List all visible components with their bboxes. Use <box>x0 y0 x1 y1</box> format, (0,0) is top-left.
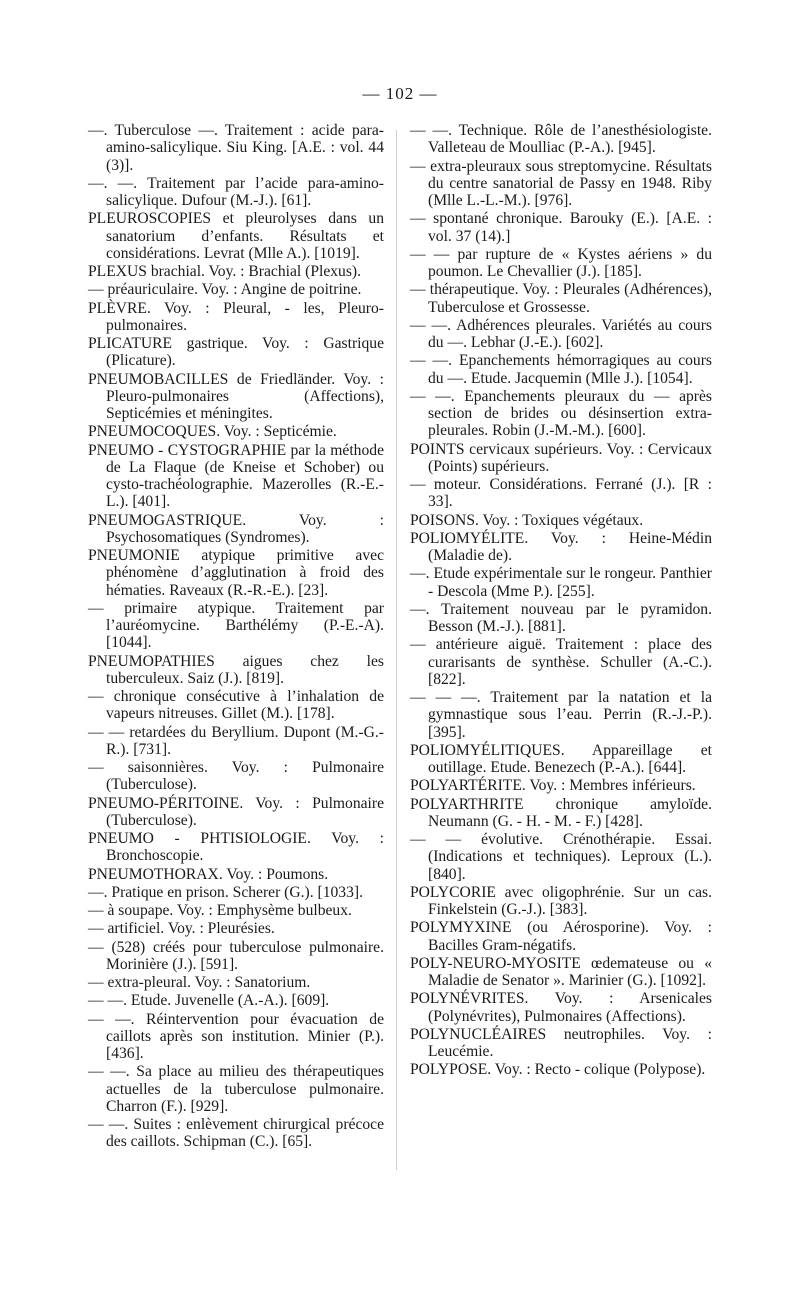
index-entry: — (528) créés pour tuberculose pulmonaire. Morinière (J.). [591]. <box>88 938 384 973</box>
index-entry: — — par rupture de « Kystes aériens » du poumon. Le Chevallier (J.). [185]. <box>410 245 712 280</box>
index-entry: PNEUMOBACILLES de Friedländer. Voy. : Pleuro-pulmonaires (Affections), Septicémies et méningites. <box>88 370 384 422</box>
index-entry: — primaire atypique. Traitement par l’auréomycine. Barthélémy (P.-E.-A). [1044]. <box>88 599 384 652</box>
index-entry: — —. Sa place au milieu des thérapeutiques actuelles de la tuberculose pulmonaire. Charron (F.). [929]. <box>88 1063 384 1115</box>
index-entry: — antérieure aiguë. Traitement : place des curarisants de synthèse. Schuller (A.-C.). [822]. <box>410 636 712 688</box>
index-entry: — —. Epanchements pleuraux du — après section de brides ou désinsertion extra-pleurales. Robin (J.-M.-M.). [600]. <box>410 387 712 440</box>
index-entry: — extra-pleuraux sous streptomycine. Résultats du centre sanatorial de Passy en 1948. Riby (Mlle L.-L.-M.). [976]. <box>410 157 712 209</box>
index-entry: POLYARTÉRITE. Voy. : Membres inférieurs. <box>410 777 696 795</box>
index-entry: PNEUMOPATHIES aigues chez les tuberculeux. Saiz (J.). [819]. <box>88 652 384 687</box>
index-entry: — —. Etude. Juvenelle (A.-A.). [609]. <box>88 992 330 1010</box>
right-column <box>410 122 712 1080</box>
index-entry: —. —. Traitement par l’acide para-amino-salicylique. Dufour (M.-J.). [61]. <box>88 174 384 209</box>
index-entry: — thérapeutique. Voy. : Pleurales (Adhérences), Tuberculose et Grossesse. <box>410 281 712 316</box>
index-entry: POLIOMYÉLITE. Voy. : Heine-Médin (Maladie de). <box>410 529 712 564</box>
index-entry: — — —. Traitement par la natation et la gymnastique sous l’eau. Perrin (R.-J.-P.). [395]. <box>410 689 712 741</box>
index-entry: PNEUMO - CYSTOGRAPHIE par la méthode de La Flaque (de Kneise et Schober) ou cysto-trachéolographie. Mazerolles (R.-E.-L.). [401]. <box>88 441 384 511</box>
index-entry: PLÈVRE. Voy. : Pleural, - les, Pleuro-pulmonaires. <box>88 299 384 334</box>
index-entry: — spontané chronique. Barouky (E.). [A.E. : vol. 37 (14).] <box>410 210 712 245</box>
index-entry: — artificiel. Voy. : Pleurésies. <box>88 920 275 938</box>
index-entry: POLYPOSE. Voy. : Recto - colique (Polypose). <box>410 1061 706 1079</box>
index-entry: PLEXUS brachial. Voy. : Brachial (Plexus). <box>88 263 361 280</box>
index-entry: POLYCORIE avec oligophrénie. Sur un cas. Finkelstein (G.-J.). [383]. <box>410 883 712 918</box>
index-entry: — — évolutive. Crénothérapie. Essai. (Indications et techniques). Leproux (L.). [840]. <box>410 831 712 883</box>
index-entry: POISONS. Voy. : Toxiques végétaux. <box>410 511 644 529</box>
index-entry: PNEUMOTHORAX. Voy. : Poumons. <box>88 865 329 883</box>
index-entry: — extra-pleural. Voy. : Sanatorium. <box>88 974 311 991</box>
page-number: — 102 — <box>362 84 438 103</box>
index-entry: — — retardées du Beryllium. Dupont (M.-G.-R.). [731]. <box>88 723 384 758</box>
index-entry: — —. Réintervention pour évacuation de caillots après son institution. Minier (P.). [436]. <box>88 1010 384 1062</box>
index-entry: PLICATURE gastrique. Voy. : Gastrique (Plicature). <box>88 335 384 370</box>
index-entry: PNEUMONIE atypique primitive avec phénomène d’agglutination à froid des hématies. Raveaux (R.-R.-E.). [23]. <box>88 547 384 599</box>
index-entry: — saisonnières. Voy. : Pulmonaire (Tuberculose). <box>88 759 384 794</box>
left-column <box>88 122 384 1152</box>
index-entry: — préauriculaire. Voy. : Angine de poitrine. <box>88 281 362 299</box>
index-entry: PLEUROSCOPIES et pleurolyses dans un sanatorium d’enfants. Résultats et considérations. Levrat (Mlle A.). [1019]. <box>88 210 384 262</box>
index-entry: POLIOMYÉLITIQUES. Appareillage et outillage. Etude. Benezech (P.-A.). [644]. <box>410 741 712 776</box>
column-divider <box>396 130 397 1170</box>
index-entry: —. Etude expérimentale sur le rongeur. Panthier - Descola (Mme P.). [255]. <box>410 565 712 600</box>
index-entry: — —. Epanchements hémorragiques au cours du —. Etude. Jacquemin (Mlle J.). [1054]. <box>410 352 712 387</box>
index-entry: POLYNÉVRITES. Voy. : Arsenicales (Polynévrites), Pulmonaires (Affections). <box>410 990 712 1025</box>
index-entry: POLY-NEURO-MYOSITE œdemateuse ou « Maladie de Senator ». Marinier (G.). [1092]. <box>410 954 712 989</box>
index-entry: — —. Adhérences pleurales. Variétés au cours du —. Lebhar (J.-E.). [602]. <box>410 316 712 351</box>
index-entry: — —. Technique. Rôle de l’anesthésiologiste. Valleteau de Moulliac (P.-A.). [945]. <box>410 122 712 157</box>
index-entry: — moteur. Considérations. Ferrané (J.). [R : 33]. <box>410 476 712 511</box>
index-entry: POLYMYXINE (ou Aérosporine). Voy. : Bacilles Gram-négatifs. <box>410 919 712 954</box>
index-entry: PNEUMO - PHTISIOLOGIE. Voy. : Bronchoscopie. <box>88 830 384 865</box>
index-entry: —. Tuberculose —. Traitement : acide para-amino-salicylique. Siu King. [A.E. : vol. 44 (3)]. <box>88 122 384 174</box>
index-entry: — —. Suites : enlèvement chirurgical précoce des caillots. Schipman (C.). [65]. <box>88 1116 384 1151</box>
index-entry: —. Traitement nouveau par le pyramidon. Besson (M.-J.). [881]. <box>410 600 712 635</box>
index-entry: PNEUMOCOQUES. Voy. : Septicémie. <box>88 423 337 441</box>
index-entry: POINTS cervicaux supérieurs. Voy. : Cervicaux (Points) supérieurs. <box>410 440 712 475</box>
index-entry: POLYNUCLÉAIRES neutrophiles. Voy. : Leucémie. <box>410 1025 712 1060</box>
index-entry: — chronique consécutive à l’inhalation de vapeurs nitreuses. Gillet (M.). [178]. <box>88 688 384 723</box>
index-entry: POLYARTHRITE chronique amyloïde. Neumann (G. - H. - M. - F.) [428]. <box>410 795 712 830</box>
index-entry: PNEUMO-PÉRITOINE. Voy. : Pulmonaire (Tuberculose). <box>88 794 384 829</box>
index-entry: —. Pratique en prison. Scherer (G.). [1033]. <box>88 883 363 901</box>
index-entry: PNEUMOGASTRIQUE. Voy. : Psychosomatiques (Syndromes). <box>88 511 384 546</box>
index-entry: — à soupape. Voy. : Emphysème bulbeux. <box>88 902 352 919</box>
